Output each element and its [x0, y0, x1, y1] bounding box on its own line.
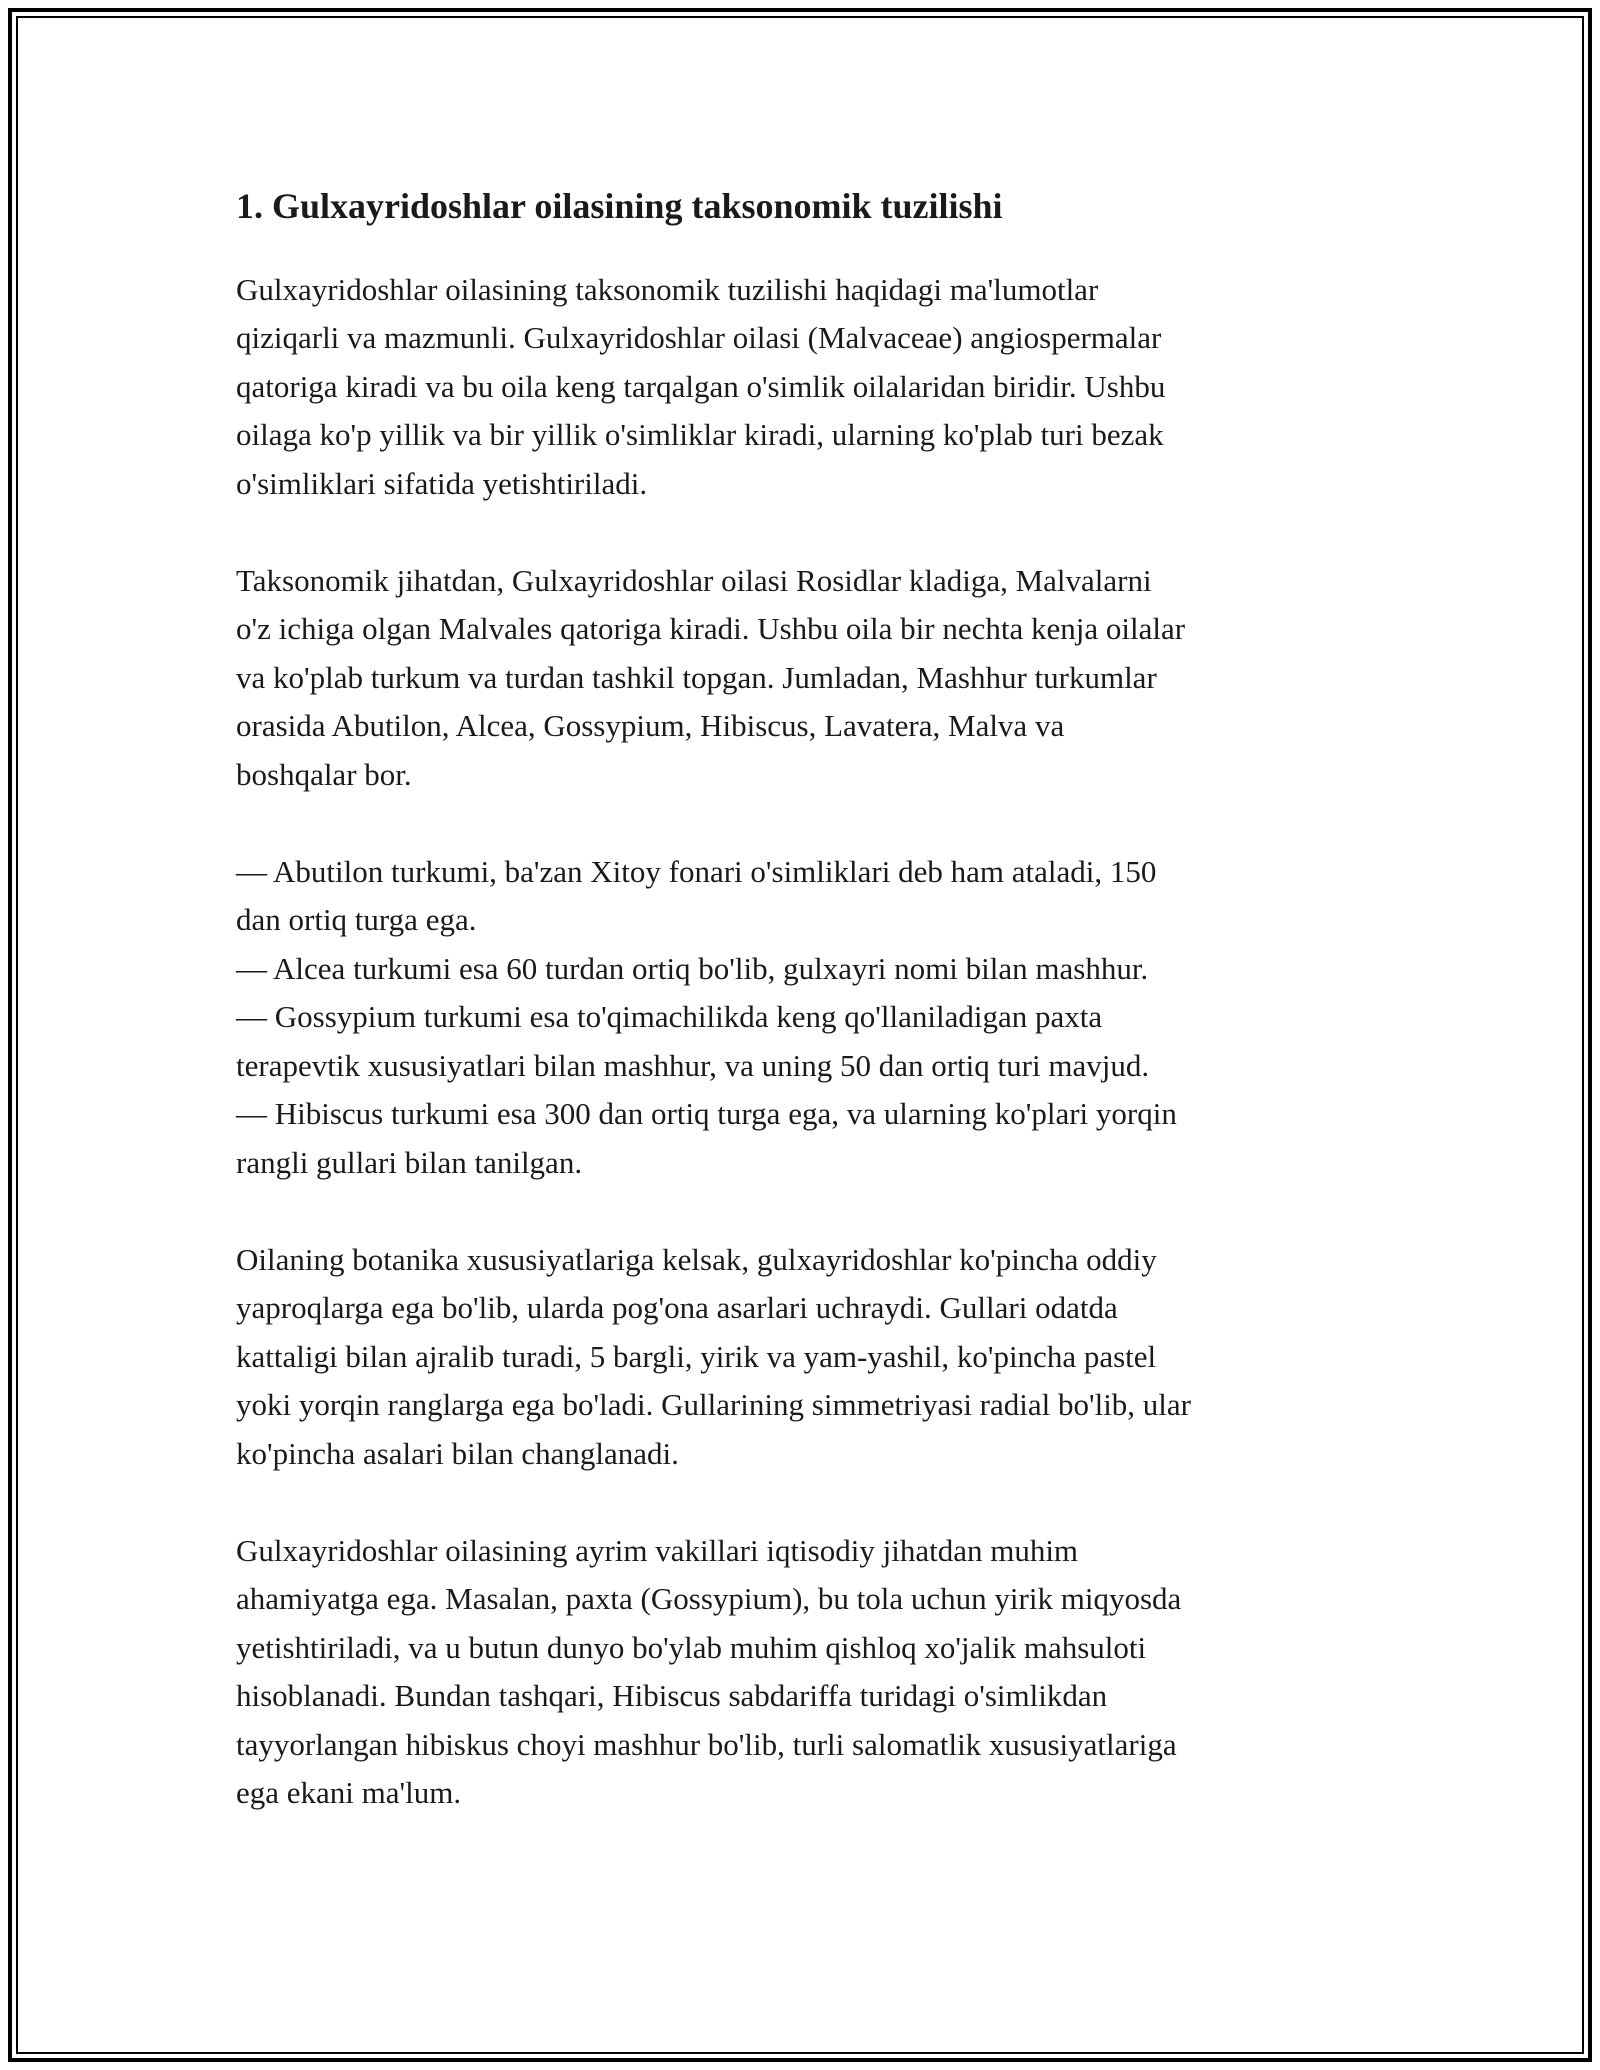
paragraph-economic	[236, 1527, 1386, 1818]
text-line: yoki yorqin ranglarga ega bo'ladi. Gullarining simmetriyasi radial bo'lib, ular	[236, 1387, 1192, 1423]
list-item-line: — Alcea turkumi esa 60 turdan ortiq bo'lib, gulxayri nomi bilan mashhur.	[236, 950, 1149, 986]
list-item-line: — Hibiscus turkumi esa 300 dan ortiq turga ega, va ularning ko'plari yorqin	[236, 1096, 1177, 1132]
document-title: 1. Gulxayridoshlar oilasining taksonomik tuzilishi	[236, 186, 1003, 226]
text-line: ahamiyatga ega. Masalan, paxta (Gossypium), bu tola uchun yirik miqyosda	[236, 1581, 1182, 1617]
text-line: tayyorlangan hibiskus choyi mashhur bo'lib, turli salomatlik xususiyatlariga	[236, 1726, 1177, 1762]
text-line: Taksonomik jihatdan, Gulxayridoshlar oilasi Rosidlar kladiga, Malvalarni	[236, 562, 1152, 598]
text-line: Gulxayridoshlar oilasining ayrim vakillari iqtisodiy jihatdan muhim	[236, 1532, 1079, 1568]
text-line: ega ekani ma'lum.	[236, 1775, 462, 1811]
list-item-line: — Gossypium turkumi esa to'qimachilikda keng qo'llaniladigan paxta	[236, 999, 1103, 1035]
text-line: Oilaning botanika xususiyatlariga kelsak, gulxayridoshlar ko'pincha oddiy	[236, 1241, 1157, 1277]
text-line: boshqalar bor.	[236, 756, 412, 792]
paragraph-genera-list	[236, 848, 1386, 1188]
text-line: hisoblanadi. Bundan tashqari, Hibiscus sabdariffa turidagi o'simlikdan	[236, 1678, 1108, 1714]
text-line: kattaligi bilan ajralib turadi, 5 bargli, yirik va yam-yashil, ko'pincha pastel	[236, 1338, 1157, 1374]
document-body	[236, 183, 1386, 1818]
list-item-line: rangli gullari bilan tanilgan.	[236, 1144, 583, 1180]
text-line: oilaga ko'p yillik va bir yillik o'simliklar kiradi, ularning ko'plab turi bezak	[236, 417, 1164, 453]
text-line: Gulxayridoshlar oilasining taksonomik tuzilishi haqidagi ma'lumotlar	[236, 271, 1099, 307]
text-line: ko'pincha asalari bilan changlanadi.	[236, 1435, 679, 1471]
text-line: orasida Abutilon, Alcea, Gossypium, Hibiscus, Lavatera, Malva va	[236, 708, 1065, 744]
text-line: va ko'plab turkum va turdan tashkil topgan. Jumladan, Mashhur turkumlar	[236, 659, 1157, 695]
text-line: yaproqlarga ega bo'lib, ularda pog'ona asarlari uchraydi. Gullari odatda	[236, 1290, 1118, 1326]
paragraph-botany	[236, 1236, 1386, 1479]
paragraph-taxonomy	[236, 557, 1386, 800]
text-line: o'z ichiga olgan Malvales qatoriga kiradi. Ushbu oila bir nechta kenja oilalar	[236, 611, 1186, 647]
paragraph-intro	[236, 266, 1386, 509]
text-line: yetishtiriladi, va u butun dunyo bo'ylab muhim qishloq xo'jalik mahsuloti	[236, 1629, 1147, 1665]
list-item-line: terapevtik xususiyatlari bilan mashhur, va uning 50 dan ortiq turi mavjud.	[236, 1047, 1150, 1083]
list-item-line: — Abutilon turkumi, ba'zan Xitoy fonari o'simliklari deb ham ataladi, 150	[236, 853, 1157, 889]
list-item-line: dan ortiq turga ega.	[236, 902, 477, 938]
text-line: qatoriga kiradi va bu oila keng tarqalgan o'simlik oilalaridan biridir. Ushbu	[236, 368, 1166, 404]
text-line: o'simliklari sifatida yetishtiriladi.	[236, 465, 648, 501]
text-line: qiziqarli va mazmunli. Gulxayridoshlar oilasi (Malvaceae) angiospermalar	[236, 320, 1162, 356]
